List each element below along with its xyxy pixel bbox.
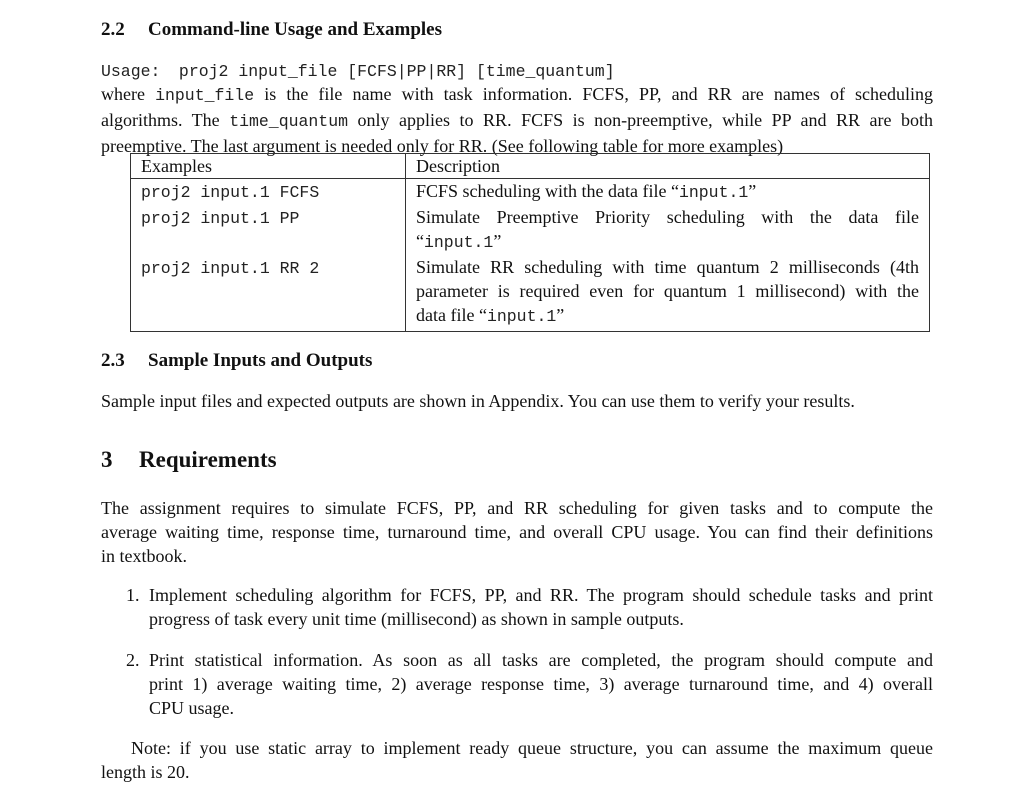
- section-number: 2.3: [101, 350, 125, 371]
- usage-label: Usage:: [101, 62, 161, 81]
- table-header-row: [131, 154, 930, 179]
- section-title: Requirements: [139, 447, 277, 472]
- usage-desc-line-1: where input_file is the file name with task information. FCFS, PP, and RR are names of scheduling: [101, 84, 934, 105]
- example-description: Simulate RR scheduling with time quantum 2 milliseconds (4th parameter is required even for quantum 1 millisecond) with the data file “input.1”: [406, 255, 930, 332]
- table-row: [131, 205, 930, 255]
- example-command: proj2 input.1 PP: [131, 205, 406, 255]
- example-command: proj2 input.1 RR 2: [131, 255, 406, 332]
- text-line: print 1) average waiting time, 2) average response time, 3) average turnaround time, and 4) overall: [149, 674, 933, 694]
- table-row: [131, 255, 930, 332]
- table-row: [131, 179, 930, 206]
- section-title: Sample Inputs and Outputs: [148, 350, 373, 371]
- section-number: 2.2: [101, 19, 125, 40]
- text-line: Note: if you use static array to implement ready queue structure, you can assume the maximum queue: [131, 738, 933, 758]
- note-paragraph: [101, 736, 933, 784]
- usage-line: [101, 58, 933, 84]
- input-file-code: input_file: [155, 86, 255, 105]
- text-line: length is 20.: [101, 762, 190, 782]
- sample-io-paragraph: Sample input files and expected outputs are shown in Appendix. You can use them to verify your results.: [101, 391, 855, 411]
- table-header-description: Description: [406, 154, 930, 179]
- usage-description: [101, 82, 933, 158]
- section-heading-2-3: [101, 350, 372, 372]
- list-item-number: 2.: [126, 650, 140, 670]
- example-command: proj2 input.1 FCFS: [131, 179, 406, 206]
- section-heading-2-2: [101, 19, 442, 41]
- examples-table: [130, 153, 930, 332]
- list-item-number: 1.: [126, 585, 140, 605]
- example-description: FCFS scheduling with the data file “input.1”: [406, 179, 930, 206]
- requirements-intro: [101, 496, 933, 568]
- section-number: 3: [101, 447, 113, 472]
- text-line: Implement scheduling algorithm for FCFS, PP, and RR. The program should schedule tasks and print: [149, 585, 933, 605]
- usage-command: proj2 input_file [FCFS|PP|RR] [time_quantum]: [178, 62, 615, 81]
- text-line: in textbook.: [101, 546, 187, 566]
- usage-desc-line-2: algorithms. The time_quantum only applies to RR. FCFS is non-preemptive, while PP and RR are both: [101, 110, 934, 131]
- table-header-examples: Examples: [131, 154, 406, 179]
- text-line: The assignment requires to simulate FCFS, PP, and RR scheduling for given tasks and to compute the: [101, 498, 933, 518]
- text-line: CPU usage.: [149, 698, 234, 718]
- time-quantum-code: time_quantum: [229, 112, 349, 131]
- section-heading-3: [101, 447, 277, 473]
- text-line: average waiting time, response time, turnaround time, and overall CPU usage. You can find their definitions: [101, 522, 933, 542]
- example-description: Simulate Preemptive Priority scheduling with the data file “input.1”: [406, 205, 930, 255]
- text-line: Print statistical information. As soon as all tasks are completed, the program should compute and: [149, 650, 933, 670]
- usage-desc-line-3: preemptive. The last argument is needed only for RR. (See following table for more examples): [101, 136, 784, 156]
- section-title: Command-line Usage and Examples: [148, 19, 442, 40]
- text-line: progress of task every unit time (millisecond) as shown in sample outputs.: [149, 609, 684, 629]
